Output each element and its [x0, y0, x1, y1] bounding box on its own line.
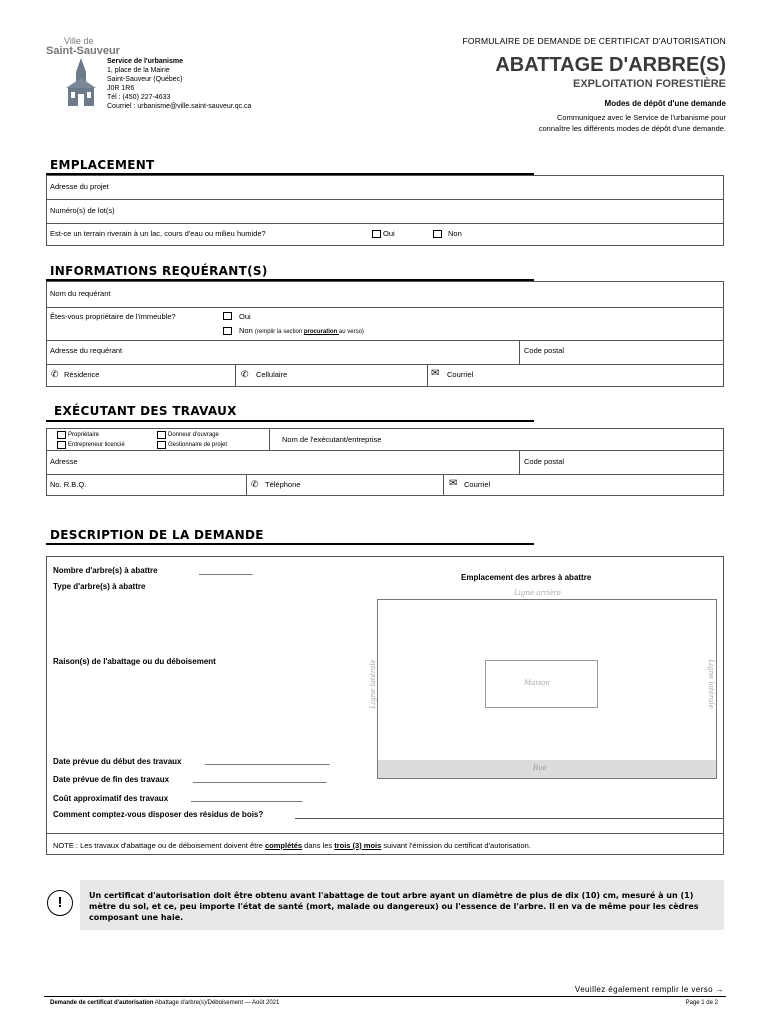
church-icon	[64, 58, 98, 108]
field-adresse-projet[interactable]	[47, 176, 723, 200]
non-note-post: au verso)	[338, 329, 364, 335]
residus-underline	[295, 818, 723, 819]
maison-label: Maison	[524, 679, 550, 687]
subtitle: EXPLOITATION FORESTIÈRE	[573, 78, 726, 90]
checkbox-riverain-oui[interactable]	[372, 230, 381, 238]
rbq-row	[47, 475, 723, 495]
field-label: Adresse du projet	[50, 182, 109, 191]
executant-box	[46, 428, 724, 496]
logo-line1: Ville de	[64, 36, 94, 46]
ligne-laterale-left-label: Ligne latérale	[368, 659, 377, 709]
phone-row	[47, 365, 723, 386]
field-lots[interactable]	[47, 200, 723, 224]
address-line2: Saint-Sauveur (Québec)	[107, 76, 183, 83]
section-title-emplacement: EMPLACEMENT	[50, 158, 155, 172]
verso-note[interactable]	[575, 985, 724, 994]
site-plan[interactable]	[368, 589, 717, 779]
checkbox-proprietaire-oui[interactable]	[223, 312, 232, 320]
section-title-requerant: INFORMATIONS REQUÉRANT(S)	[50, 264, 268, 278]
note-mid: dans les	[302, 841, 335, 850]
checkbox-label: Oui	[239, 312, 251, 321]
warning-box	[46, 880, 724, 930]
label-residus[interactable]: Comment comptez-vous disposer des résidus de bois?	[53, 810, 264, 819]
description-box	[46, 556, 724, 855]
maison-box	[485, 660, 598, 708]
field-label-code-postal: Code postal	[524, 457, 565, 466]
field-label[interactable]: Courriel	[464, 480, 491, 489]
footer-line	[44, 996, 726, 997]
warning-icon-glyph: !	[57, 894, 63, 911]
label-type-arbres[interactable]: Type d'arbre(s) à abattre	[53, 582, 146, 591]
footer-left	[50, 1000, 279, 1006]
label-nombre-arbres: Nombre d'arbre(s) à abattre	[53, 566, 158, 575]
requerant-box	[46, 281, 724, 387]
note-pre: NOTE : Les travaux d'abattage ou de déboisement doivent être	[53, 841, 265, 850]
ligne-laterale-right-label: Ligne latérale	[706, 659, 715, 709]
service-contact	[107, 57, 251, 111]
checkbox-proprietaire[interactable]	[57, 431, 66, 439]
blank-cout[interactable]: _________________________	[191, 793, 303, 802]
divider	[246, 475, 247, 495]
warning-icon	[47, 890, 73, 916]
section-rule	[46, 420, 534, 422]
depot-text-1: Communiquez avec le Service de l'urbanisme pour	[556, 113, 726, 122]
page-number: Page 1 de 2	[685, 1000, 718, 1006]
label-cout: Coût approximatif des travaux	[53, 794, 169, 803]
rue-band	[378, 760, 716, 778]
divider	[519, 341, 520, 365]
section-title-executant: EXÉCUTANT DES TRAVAUX	[54, 404, 237, 418]
email: Courriel : urbanisme@ville.saint-sauveur.qc.ca	[107, 103, 252, 110]
field-label[interactable]: Téléphone	[265, 480, 301, 489]
postal-code: J0R 1R6	[107, 85, 135, 92]
note-completes: complétés	[264, 841, 303, 850]
checkbox-proprietaire-non[interactable]	[223, 327, 232, 335]
label-date-fin: Date prévue de fin des travaux	[53, 775, 170, 784]
field-riverain	[47, 224, 723, 245]
field-label: Est-ce un terrain riverain à un lac, cours d'eau ou milieu humide?	[50, 229, 266, 238]
blank-date-fin[interactable]: ______________________________	[193, 774, 327, 783]
note-trois-mois: trois (3) mois	[334, 841, 382, 850]
depot-text-2: connaître les différents modes de dépôt d'une demande.	[538, 124, 726, 133]
divider	[269, 429, 270, 451]
arrow-right-icon: →	[715, 985, 724, 994]
field-adresse-requerant[interactable]	[47, 341, 723, 365]
phone-icon: ✆	[51, 369, 59, 379]
note-post: suivant l'émission du certificat d'autorisation.	[381, 841, 531, 850]
field-label-code-postal: Code postal	[524, 346, 565, 355]
procuration-link[interactable]: procuration	[303, 329, 339, 335]
checkbox-entrepreneur[interactable]	[57, 441, 66, 449]
address-line1: 1, place de la Mairie	[107, 67, 170, 74]
field-label: Adresse du requérant	[50, 346, 123, 355]
checkbox-label: Non	[448, 229, 462, 238]
checkbox-gestionnaire[interactable]	[157, 441, 166, 449]
label-date-debut: Date prévue du début des travaux	[53, 757, 182, 766]
field-label[interactable]: No. R.B.Q.	[50, 480, 87, 489]
executant-type-row	[47, 429, 723, 451]
field-label: Êtes-vous propriétaire de l'immeuble?	[50, 312, 176, 321]
mail-icon: ✉	[449, 478, 458, 489]
field-label[interactable]: Courriel	[447, 370, 474, 379]
field-proprietaire	[47, 308, 723, 341]
note-text	[53, 841, 531, 850]
field-label: Adresse	[50, 457, 78, 466]
divider	[519, 451, 520, 475]
phone-icon: ✆	[241, 369, 249, 379]
logo-line2: Saint-Sauveur	[46, 45, 120, 57]
field-label[interactable]: Résidence	[64, 370, 100, 379]
checkbox-donneur[interactable]	[157, 431, 166, 439]
verso-text: Veuillez également remplir le verso	[574, 985, 713, 994]
mail-icon: ✉	[431, 368, 440, 379]
rue-label: Rue	[533, 764, 547, 772]
checkbox-label: Oui	[383, 229, 395, 238]
emplacement-box	[46, 175, 724, 246]
blank-nombre[interactable]: ____________	[199, 566, 253, 575]
field-nom-requerant[interactable]	[47, 282, 723, 308]
emplacement-arbres-title: Emplacement des arbres à abattre	[461, 573, 592, 582]
checkbox-label: Entrepreneur licencié	[68, 442, 125, 448]
warning-text: Un certificat d'autorisation doit être obtenu avant l'abattage de tout arbre ayant un diamètre de plus de dix (10) cm, mesuré à un (1) mètre du sol, et ce, peu importe l'état de santé (mort, malade ou dangereux) ou l'essence de l'arbre. Il en va de même pour les cèdres composant une haie.	[89, 891, 699, 922]
note-divider	[47, 833, 723, 834]
checkbox-label-non	[239, 326, 364, 335]
checkbox-label: Propriétaire	[68, 432, 100, 438]
checkbox-label: Donneur d'ouvrage	[168, 432, 219, 438]
section-title-description: DESCRIPTION DE LA DEMANDE	[50, 528, 264, 542]
form-title: FORMULAIRE DE DEMANDE DE CERTIFICAT D'AUTORISATION	[462, 36, 726, 46]
main-title: ABATTAGE D'ARBRE(S)	[495, 54, 726, 76]
divider	[427, 365, 428, 386]
checkbox-riverain-non[interactable]	[433, 230, 442, 238]
blank-date-debut[interactable]: ____________________________	[205, 756, 330, 765]
field-label-nom-executant[interactable]: Nom de l'exécutant/entreprise	[282, 435, 382, 444]
label-raisons[interactable]: Raison(s) de l'abattage ou du déboisement	[53, 657, 216, 666]
service-title: Service de l'urbanisme	[107, 58, 183, 65]
phone: Tél : (450) 227-4633	[107, 94, 171, 101]
depot-title: Modes de dépôt d'une demande	[604, 99, 726, 108]
checkbox-label: Gestionnaire de projet	[168, 442, 228, 448]
phone-icon: ✆	[251, 479, 259, 489]
footer-doc-detail: Abattage d'arbre(s)/Déboisement — Août 2021	[153, 1000, 280, 1006]
field-adresse-executant[interactable]	[47, 451, 723, 475]
divider	[443, 475, 444, 495]
warning-panel	[80, 880, 724, 930]
field-label: Numéro(s) de lot(s)	[50, 206, 115, 215]
divider	[235, 365, 236, 386]
field-label[interactable]: Cellulaire	[256, 370, 288, 379]
checkbox-label: Non	[239, 326, 253, 335]
non-note-pre: (remplir la section	[254, 329, 304, 335]
section-rule	[46, 543, 534, 545]
footer-doc-name: Demande de certificat d'autorisation	[50, 1000, 154, 1006]
ligne-arriere-label: Ligne arrière	[514, 589, 561, 597]
field-label: Nom du requérant	[50, 289, 111, 298]
